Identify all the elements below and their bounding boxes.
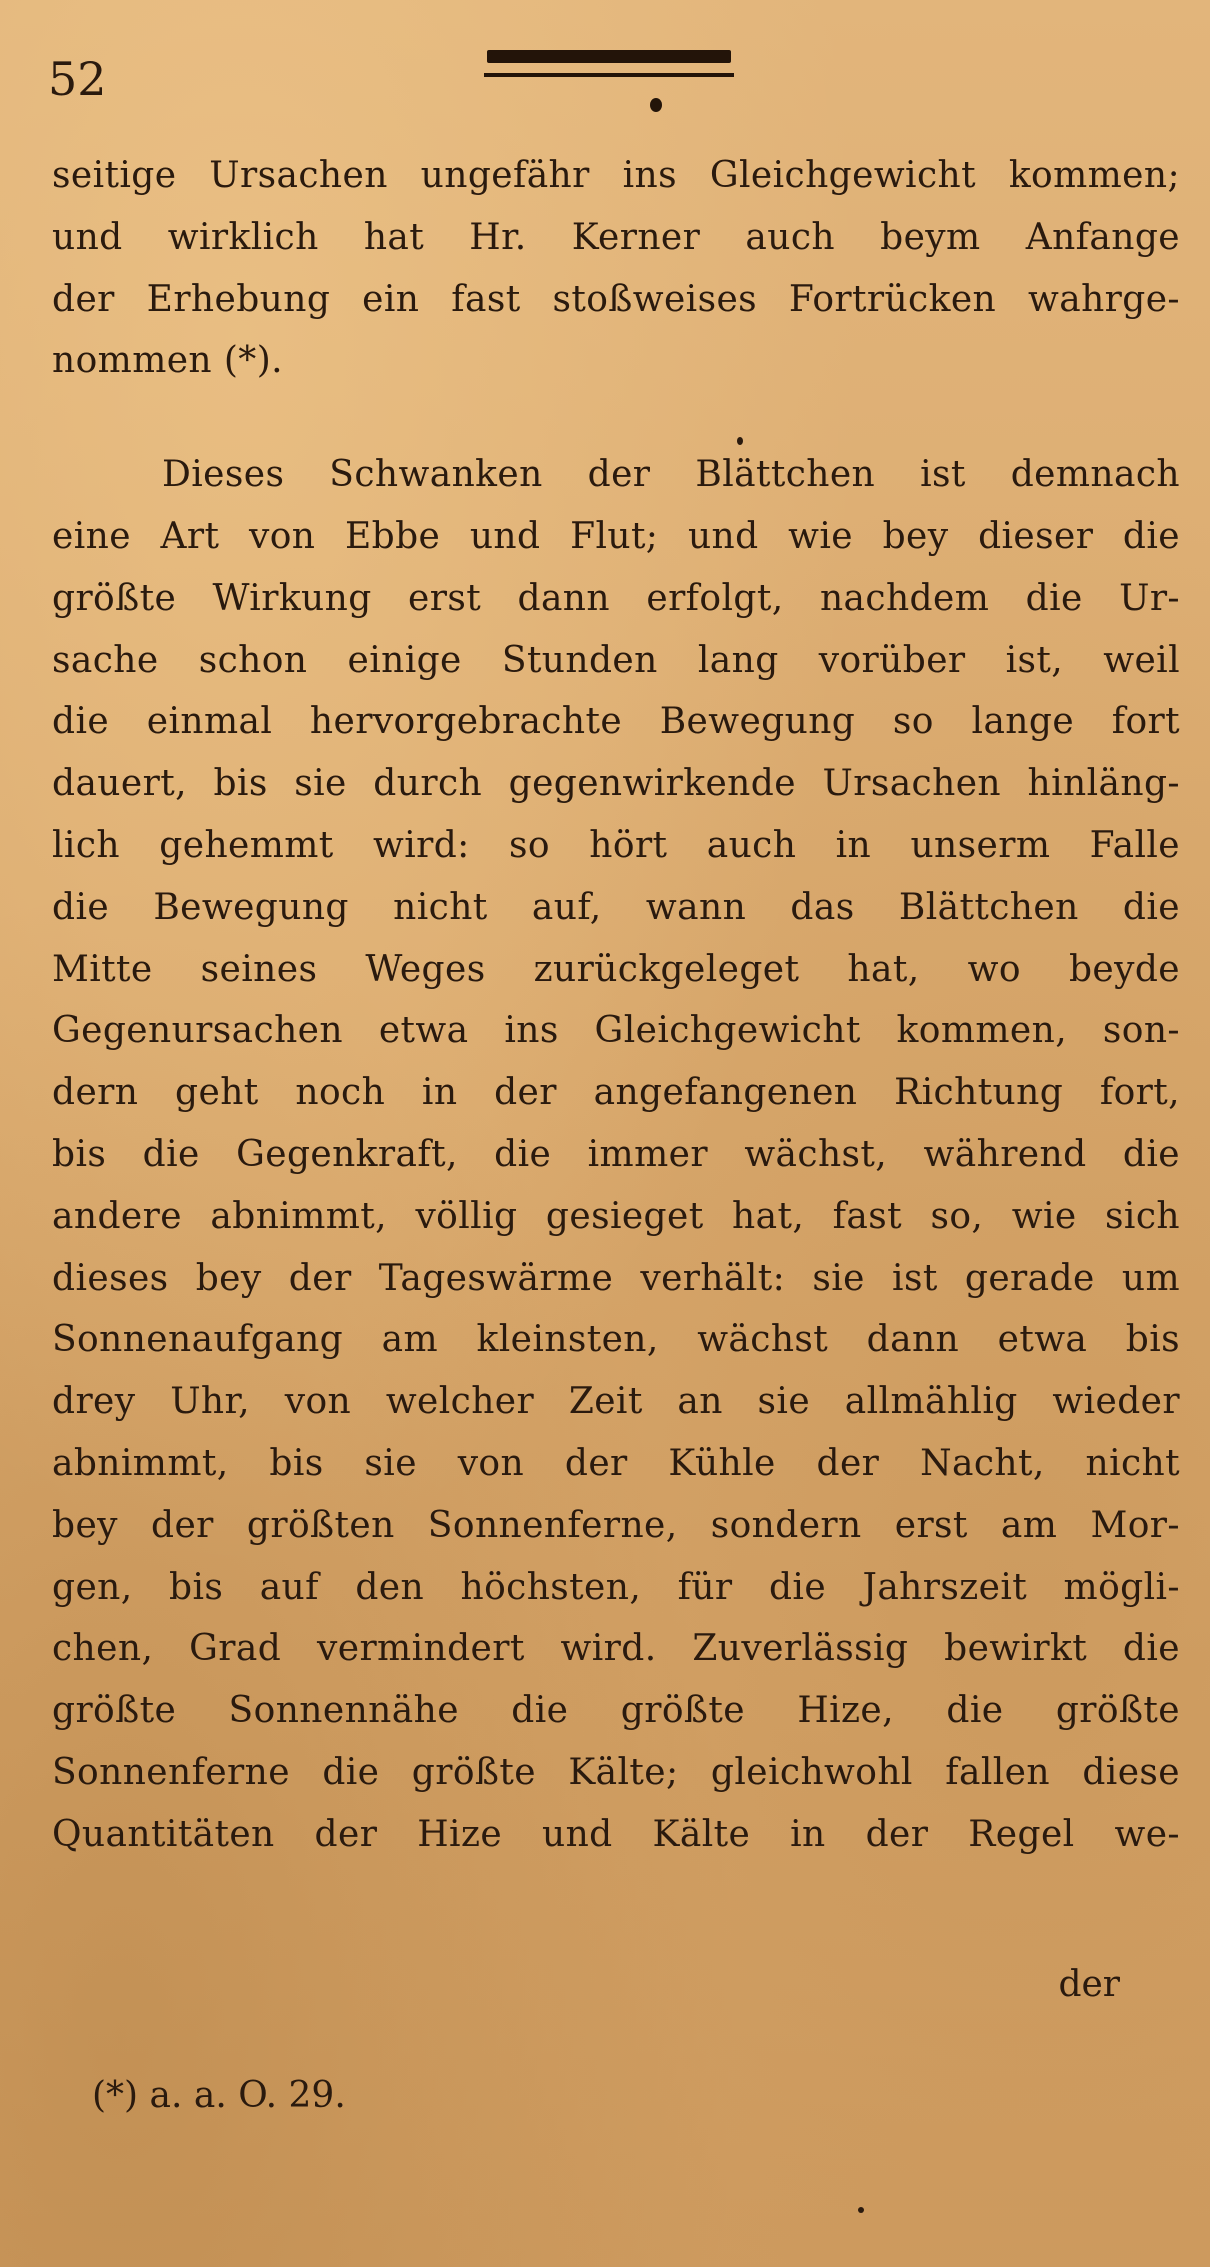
text-line: Gegenursachen etwa ins Gleichgewicht kommen, son- (52, 1010, 1180, 1052)
text-line: seitige Ursachen ungefähr ins Gleichgewicht kommen; (52, 155, 1180, 196)
text-line: größte Sonnennähe die größte Hize, die größte (52, 1690, 1180, 1732)
text-line: die Bewegung nicht auf, wann das Blättchen die (52, 886, 1180, 928)
text-line: Dieses Schwanken der Blättchen ist demnach (162, 454, 1180, 496)
text-line: Mitte seines Weges zurückgeleget hat, wo beyde (52, 948, 1180, 990)
footnote: (*) a. a. O. 29. (92, 2075, 346, 2116)
text-line: nommen (*). (52, 340, 283, 382)
header-ornament-dot (650, 98, 662, 112)
text-line: größte Wirkung erst dann erfolgt, nachdem die Ur- (52, 577, 1180, 619)
text-line: Sonnenferne die größte Kälte; gleichwohl fallen diese (52, 1751, 1180, 1793)
body-text (52, 145, 1180, 1866)
text-line: lich gehemmt wird: so hört auch in unserm Falle (52, 824, 1180, 866)
text-line: andere abnimmt, völlig gesieget hat, fast so, wie sich (52, 1195, 1180, 1237)
text-line: dieses bey der Tageswärme verhält: sie ist gerade um (52, 1257, 1180, 1299)
text-line: chen, Grad vermindert wird. Zuverlässig bewirkt die (52, 1628, 1180, 1670)
text-line: dauert, bis sie durch gegenwirkende Ursachen hinläng- (52, 763, 1180, 805)
text-line: drey Uhr, von welcher Zeit an sie allmählig wieder (52, 1381, 1180, 1423)
text-line: gen, bis auf den höchsten, für die Jahrszeit mögli- (52, 1566, 1180, 1608)
page-number: 52 (48, 52, 107, 106)
header-rule (487, 50, 731, 77)
text-line: sache schon einige Stunden lang vorüber ist, weil (52, 639, 1180, 681)
header-rule-thin (484, 73, 734, 77)
text-line: abnimmt, bis sie von der Kühle der Nacht, nicht (52, 1442, 1180, 1484)
paragraph-gap (52, 392, 1180, 444)
text-line: Sonnenaufgang am kleinsten, wächst dann etwa bis (52, 1319, 1180, 1361)
text-line: der Erhebung ein fast stoßweises Fortrücken wahrge- (52, 278, 1180, 320)
ink-fleck (858, 2207, 864, 2213)
catchword: der (1058, 1964, 1120, 2005)
text-line: bey der größten Sonnenferne, sondern erst am Mor- (52, 1504, 1180, 1546)
ink-fleck (737, 437, 743, 445)
text-line: Quantitäten der Hize und Kälte in der Regel we- (52, 1813, 1180, 1855)
text-line: dern geht noch in der angefangenen Richtung fort, (52, 1072, 1180, 1114)
header-rule-thick (487, 50, 731, 63)
text-line: bis die Gegenkraft, die immer wächst, während die (52, 1133, 1180, 1175)
text-line: die einmal hervorgebrachte Bewegung so lange fort (52, 701, 1180, 743)
text-line: eine Art von Ebbe und Flut; und wie bey dieser die (52, 515, 1180, 557)
text-line: und wirklich hat Hr. Kerner auch beym Anfange (52, 216, 1180, 258)
